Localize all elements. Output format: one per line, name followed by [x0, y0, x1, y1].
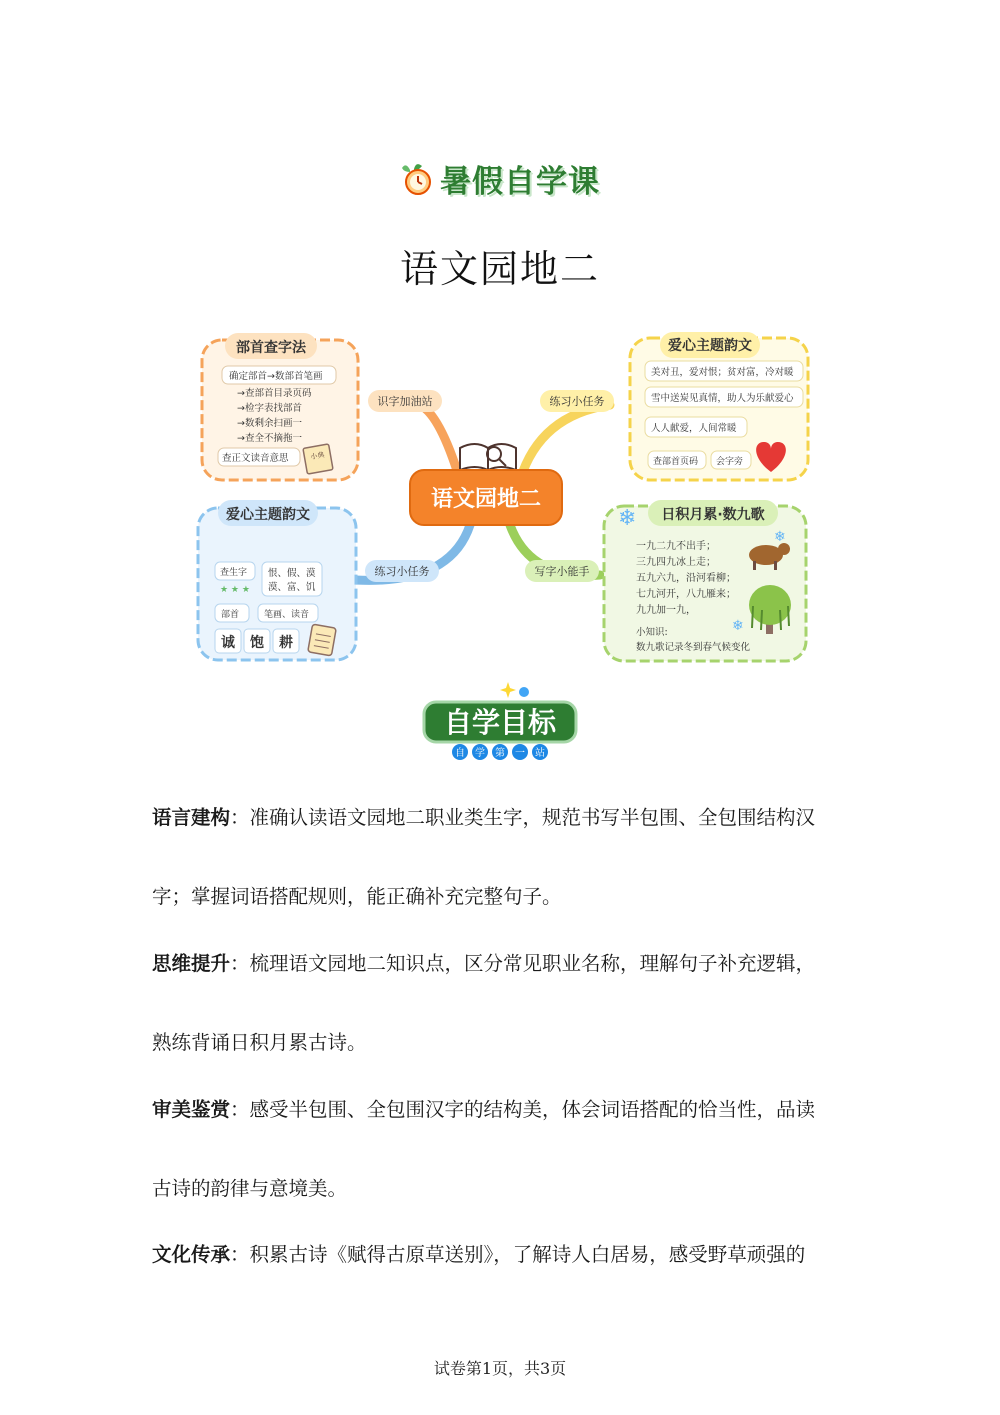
- section-line: [152, 1031, 852, 1055]
- section-label: 文化传承: [152, 1243, 231, 1266]
- card-tag: 会字旁: [716, 457, 744, 467]
- section-text: ：准确认读语文园地二职业类生字，规范书写半包围、全包围结构汉: [230, 806, 816, 829]
- card-line: 一九二九不出手；: [636, 541, 716, 552]
- card-line: →查部首目录页码: [237, 388, 312, 399]
- card-line: →检字表找部首: [237, 403, 302, 414]
- sparkle-icon: [500, 682, 529, 698]
- goal-subtitle: [452, 744, 548, 760]
- book-label: 小典: [309, 450, 326, 462]
- snowflake-icon: ❄: [774, 529, 786, 545]
- mindmap: [190, 330, 815, 670]
- card-chars: 漠、富、饥: [268, 582, 316, 593]
- goal-badge: [420, 678, 580, 764]
- card-tag: 部首: [221, 610, 240, 620]
- card-tag: 笔画、读音: [264, 610, 310, 620]
- goal-sub-char: 自: [455, 748, 465, 759]
- card-line: 人人献爱，人间常暖: [651, 423, 737, 434]
- link-label: 写字小能手: [534, 565, 590, 578]
- card-note: 数九歌记录冬到春气候变化: [636, 642, 751, 653]
- brand-header: [0, 156, 1000, 201]
- card-note-label: 小知识:: [636, 627, 668, 638]
- card-line: 三九四九冰上走；: [636, 557, 716, 568]
- goal-sub-char: 学: [475, 748, 485, 759]
- card-title: 爱心主题韵文: [668, 338, 752, 354]
- card-line: 确定部首→数部首笔画: [229, 371, 323, 382]
- section-label: 语言建构: [152, 806, 231, 829]
- section-text: ：感受半包围、全包围汉字的结构美，体会词语搭配的恰当性，品读: [230, 1098, 816, 1121]
- page-title: 语文园地二: [399, 247, 600, 291]
- book-icon: [303, 444, 333, 474]
- card-line: 美对丑，爱对恨；贫对富，冷对暖: [651, 367, 794, 378]
- page-footer: 试卷第1页，共3页: [433, 1359, 567, 1378]
- link-label: 练习小任务: [374, 565, 430, 578]
- section-text: ：积累古诗《赋得古原草送别》，了解诗人白居易，感受野草顽强的: [230, 1243, 806, 1266]
- stars-icon: ★ ★ ★: [220, 585, 250, 595]
- card-chars: 恨、假、漠: [268, 568, 316, 579]
- goal-sub-char: 第: [495, 748, 505, 759]
- goal-sub-char: 一: [515, 748, 525, 759]
- card-line: →数剩余扫画一: [237, 418, 302, 429]
- section-text: 熟练背诵日积月累古诗。: [152, 1031, 367, 1054]
- section-label: 思维提升: [152, 952, 231, 975]
- link-label: 练习小任务: [549, 395, 605, 408]
- goal-sub-char: 站: [535, 748, 545, 759]
- goal-title: 自学目标: [443, 706, 557, 739]
- open-book-icon: [460, 444, 516, 470]
- clipboard-icon: [308, 624, 336, 656]
- card-title: 部首查字法: [236, 340, 306, 356]
- char-tile: 饱: [250, 635, 264, 651]
- clock-flower-icon: [400, 162, 436, 196]
- card-line: 七九河开，八九雁来；: [636, 589, 736, 600]
- section-line: [152, 1177, 852, 1201]
- section-text: 字；掌握词语搭配规则，能正确补充完整句子。: [152, 885, 562, 908]
- card-line: 九九加一九，: [636, 605, 696, 616]
- card-title: 爱心主题韵文: [226, 507, 310, 523]
- brand-title: 暑假自学课: [440, 164, 600, 200]
- snowflake-icon: ❄: [732, 618, 744, 634]
- char-tile: 耕: [279, 635, 293, 651]
- section-line: [152, 1098, 852, 1122]
- connector-top-left: [420, 405, 460, 480]
- card-tag: 查部首页码: [653, 457, 699, 467]
- center-label: 语文园地二: [430, 487, 542, 512]
- snowflake-icon: ❄: [618, 506, 637, 531]
- section-line: [152, 952, 852, 976]
- card-footer: 查正文读音意思: [222, 453, 289, 464]
- char-tile: 诚: [221, 635, 235, 651]
- connector-top-right: [520, 405, 610, 480]
- link-label: 识字加油站: [377, 395, 433, 408]
- card-line: →查全不摘拖一: [237, 433, 302, 444]
- card-title: 日积月累·数九歌: [661, 507, 765, 523]
- section-line: [152, 806, 852, 830]
- section-text: 古诗的韵律与意境美。: [152, 1177, 348, 1200]
- card-line: 五九六九，沿河看柳；: [636, 573, 736, 584]
- section-label: 审美鉴赏: [152, 1098, 231, 1121]
- card-tag: 查生字: [220, 568, 248, 578]
- section-line: [152, 1243, 852, 1267]
- card-line: 雪中送炭见真情，助人为乐献爱心: [651, 393, 794, 404]
- section-text: ：梳理语文园地二知识点，区分常见职业名称，理解句子补充逻辑，: [230, 952, 816, 975]
- section-line: [152, 885, 852, 909]
